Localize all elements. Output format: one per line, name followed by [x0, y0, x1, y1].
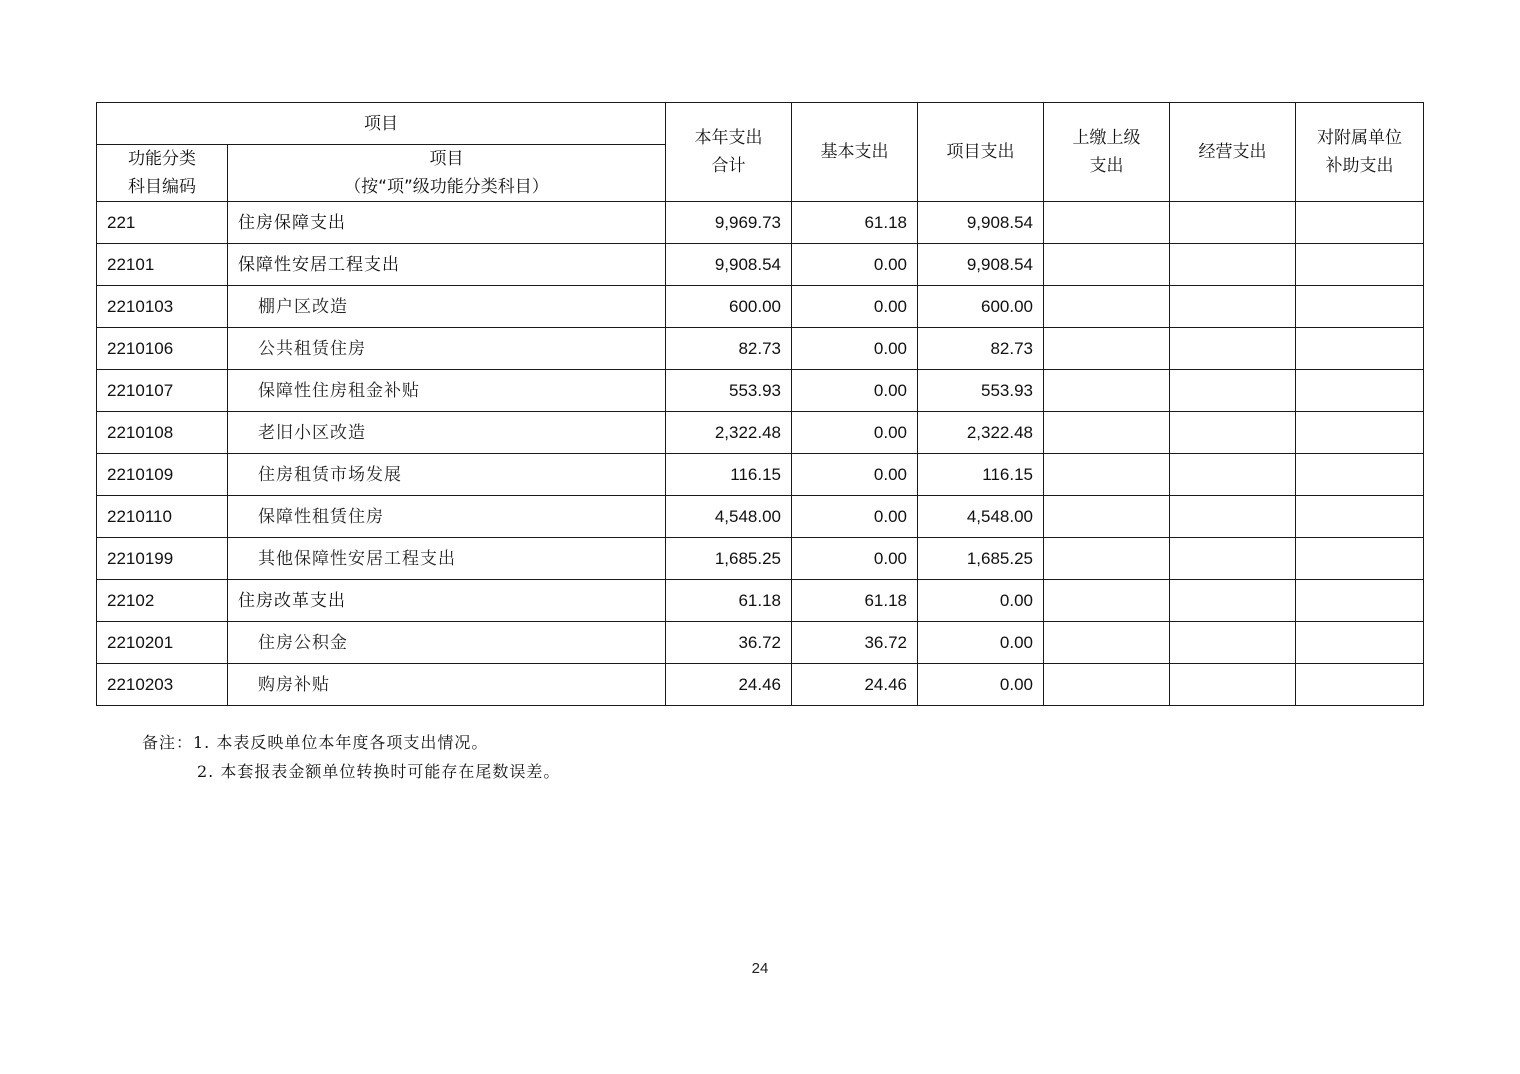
cell-subsidy — [1296, 244, 1424, 286]
cell-name: 公共租赁住房 — [228, 328, 666, 370]
cell-remit — [1044, 622, 1170, 664]
header-remit-line1: 上缴上级 — [1072, 128, 1141, 148]
header-remit — [1044, 103, 1170, 202]
cell-project: 600.00 — [918, 286, 1044, 328]
cell-project: 2,322.48 — [918, 412, 1044, 454]
header-business: 经营支出 — [1170, 103, 1296, 202]
cell-remit — [1044, 328, 1170, 370]
cell-project: 553.93 — [918, 370, 1044, 412]
table-row — [97, 202, 1424, 244]
cell-basic: 0.00 — [792, 370, 918, 412]
header-total-line2: 合计 — [711, 156, 746, 176]
cell-code: 2210108 — [97, 412, 228, 454]
cell-remit — [1044, 202, 1170, 244]
cell-project: 4,548.00 — [918, 496, 1044, 538]
table-row — [97, 496, 1424, 538]
cell-basic: 0.00 — [792, 244, 918, 286]
page-number: 24 — [751, 960, 769, 977]
cell-total: 9,969.73 — [666, 202, 792, 244]
cell-remit — [1044, 454, 1170, 496]
header-subsidy-line2: 补助支出 — [1325, 156, 1394, 176]
cell-code: 2210103 — [97, 286, 228, 328]
cell-code: 2210203 — [97, 664, 228, 706]
cell-remit — [1044, 664, 1170, 706]
cell-total: 82.73 — [666, 328, 792, 370]
cell-remit — [1044, 538, 1170, 580]
cell-subsidy — [1296, 454, 1424, 496]
cell-name: 住房改革支出 — [228, 580, 666, 622]
cell-business — [1170, 538, 1296, 580]
header-func-code-line1: 功能分类 — [128, 149, 196, 169]
cell-code: 2210107 — [97, 370, 228, 412]
cell-subsidy — [1296, 328, 1424, 370]
cell-total: 9,908.54 — [666, 244, 792, 286]
header-item-line2: （按“项”级功能分类科目） — [344, 177, 549, 197]
cell-project: 116.15 — [918, 454, 1044, 496]
cell-basic: 0.00 — [792, 538, 918, 580]
cell-business — [1170, 286, 1296, 328]
header-basic: 基本支出 — [792, 103, 918, 202]
cell-project: 9,908.54 — [918, 202, 1044, 244]
cell-code: 2210109 — [97, 454, 228, 496]
cell-total: 61.18 — [666, 580, 792, 622]
cell-total: 2,322.48 — [666, 412, 792, 454]
cell-business — [1170, 244, 1296, 286]
table-row — [97, 244, 1424, 286]
cell-code: 22101 — [97, 244, 228, 286]
cell-basic: 0.00 — [792, 454, 918, 496]
cell-subsidy — [1296, 664, 1424, 706]
cell-business — [1170, 412, 1296, 454]
cell-subsidy — [1296, 286, 1424, 328]
cell-business — [1170, 454, 1296, 496]
cell-business — [1170, 370, 1296, 412]
cell-code: 2210106 — [97, 328, 228, 370]
expenditure-table — [96, 102, 1424, 706]
cell-subsidy — [1296, 580, 1424, 622]
header-subsidy-line1: 对附属单位 — [1317, 128, 1402, 148]
cell-total: 4,548.00 — [666, 496, 792, 538]
cell-remit — [1044, 496, 1170, 538]
cell-name: 保障性安居工程支出 — [228, 244, 666, 286]
header-item-line1: 项目 — [429, 149, 464, 169]
cell-total: 553.93 — [666, 370, 792, 412]
cell-remit — [1044, 412, 1170, 454]
cell-name: 住房租赁市场发展 — [228, 454, 666, 496]
cell-subsidy — [1296, 622, 1424, 664]
table-notes — [142, 728, 560, 786]
cell-business — [1170, 622, 1296, 664]
cell-remit — [1044, 580, 1170, 622]
table-row — [97, 454, 1424, 496]
cell-basic: 24.46 — [792, 664, 918, 706]
cell-project: 82.73 — [918, 328, 1044, 370]
table-row — [97, 580, 1424, 622]
table-row — [97, 622, 1424, 664]
cell-basic: 61.18 — [792, 580, 918, 622]
cell-name: 保障性住房租金补贴 — [228, 370, 666, 412]
cell-basic: 61.18 — [792, 202, 918, 244]
cell-project: 0.00 — [918, 664, 1044, 706]
header-remit-line2: 支出 — [1089, 156, 1124, 176]
cell-business — [1170, 496, 1296, 538]
cell-basic: 36.72 — [792, 622, 918, 664]
cell-business — [1170, 580, 1296, 622]
cell-subsidy — [1296, 370, 1424, 412]
cell-code: 2210110 — [97, 496, 228, 538]
header-item — [228, 145, 666, 202]
cell-business — [1170, 202, 1296, 244]
cell-basic: 0.00 — [792, 328, 918, 370]
header-project-group: 项目 — [97, 103, 666, 145]
cell-code: 22102 — [97, 580, 228, 622]
cell-project: 9,908.54 — [918, 244, 1044, 286]
cell-name: 其他保障性安居工程支出 — [228, 538, 666, 580]
header-subsidy — [1296, 103, 1424, 202]
cell-subsidy — [1296, 496, 1424, 538]
cell-project: 0.00 — [918, 580, 1044, 622]
cell-remit — [1044, 370, 1170, 412]
table-row — [97, 286, 1424, 328]
header-total — [666, 103, 792, 202]
header-total-line1: 本年支出 — [694, 128, 763, 148]
cell-subsidy — [1296, 412, 1424, 454]
cell-business — [1170, 328, 1296, 370]
note-line-2: 2. 本套报表金额单位转换时可能存在尾数误差。 — [197, 762, 561, 781]
cell-name: 住房公积金 — [228, 622, 666, 664]
cell-name: 保障性租赁住房 — [228, 496, 666, 538]
cell-name: 购房补贴 — [228, 664, 666, 706]
header-func-code — [97, 145, 228, 202]
note-line-1: 备注：1. 本表反映单位本年度各项支出情况。 — [142, 733, 489, 752]
cell-project: 1,685.25 — [918, 538, 1044, 580]
header-project: 项目支出 — [918, 103, 1044, 202]
cell-remit — [1044, 244, 1170, 286]
table-row — [97, 370, 1424, 412]
table-row — [97, 538, 1424, 580]
cell-name: 老旧小区改造 — [228, 412, 666, 454]
table-row — [97, 412, 1424, 454]
cell-code: 221 — [97, 202, 228, 244]
cell-basic: 0.00 — [792, 496, 918, 538]
cell-total: 24.46 — [666, 664, 792, 706]
cell-total: 116.15 — [666, 454, 792, 496]
cell-code: 2210201 — [97, 622, 228, 664]
cell-total: 36.72 — [666, 622, 792, 664]
cell-remit — [1044, 286, 1170, 328]
cell-basic: 0.00 — [792, 412, 918, 454]
cell-name: 棚户区改造 — [228, 286, 666, 328]
cell-subsidy — [1296, 538, 1424, 580]
cell-basic: 0.00 — [792, 286, 918, 328]
header-func-code-line2: 科目编码 — [128, 177, 196, 197]
cell-business — [1170, 664, 1296, 706]
table-row — [97, 328, 1424, 370]
table-row — [97, 664, 1424, 706]
cell-project: 0.00 — [918, 622, 1044, 664]
cell-subsidy — [1296, 202, 1424, 244]
cell-total: 600.00 — [666, 286, 792, 328]
cell-total: 1,685.25 — [666, 538, 792, 580]
cell-code: 2210199 — [97, 538, 228, 580]
cell-name: 住房保障支出 — [228, 202, 666, 244]
